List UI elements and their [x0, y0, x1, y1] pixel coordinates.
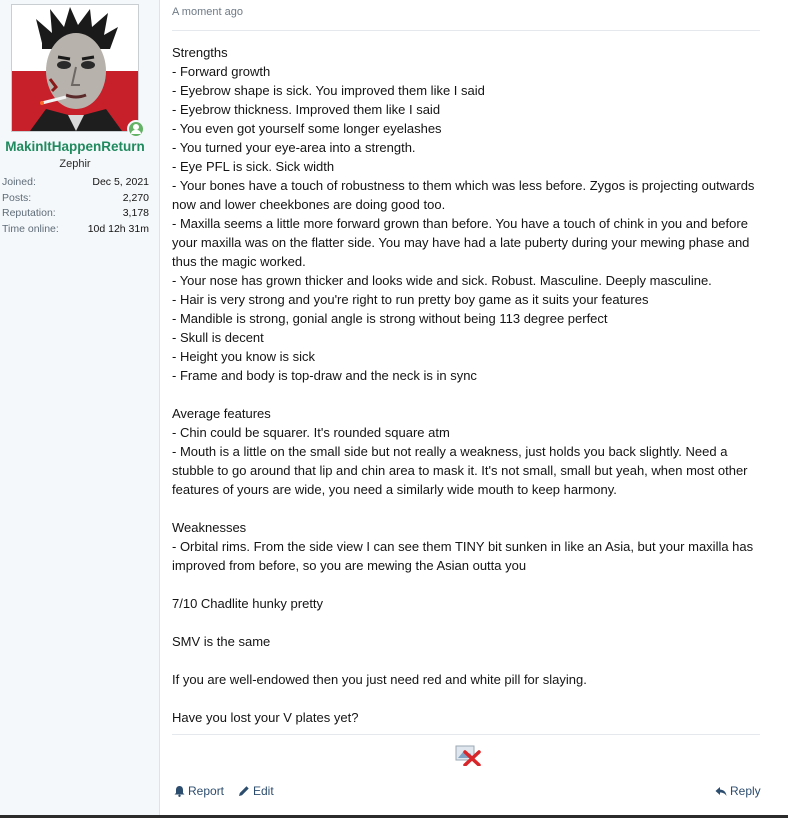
post-line: - Eye PFL is sick. Sick width — [172, 159, 335, 174]
bell-icon — [174, 785, 185, 797]
user-sidebar — [0, 0, 160, 818]
post-line: - Your bones have a touch of robustness to them which was less before. Zygos is projecting outwards now and lower cheekbones are doing good too. — [172, 178, 755, 212]
broken-image-icon — [455, 744, 481, 766]
paragraph-gap — [172, 689, 760, 708]
post-line: - Orbital rims. From the side view I can see them TINY bit sunken in like an Asia, but your maxilla has improved from before, so you are mewing the Asian outta you — [172, 539, 754, 573]
post-line: - Eyebrow shape is sick. You improved them like I said — [172, 83, 485, 98]
user-online-icon — [127, 120, 145, 138]
post-line: - Eyebrow thickness. Improved them like I said — [172, 102, 441, 117]
paragraph-gap — [172, 613, 760, 632]
stat-value: Dec 5, 2021 — [92, 176, 149, 188]
post-timestamp[interactable]: A moment ago — [172, 6, 243, 18]
post-body — [172, 43, 760, 727]
post-line: - Mouth is a little on the small side but not really a weakness, just holds you back slightly. Need a stubble to go around that lip and chin area to mask it. It's not small, small but yeah, when most other features of yours are wide, you need a similarly wide mouth to keep harmony. — [172, 444, 748, 497]
stat-label: Joined: — [2, 176, 36, 188]
avatar-image — [12, 5, 138, 131]
post-line: Have you lost your V plates yet? — [172, 710, 359, 725]
post-line: Weaknesses — [172, 520, 247, 535]
post-line: - You even got yourself some longer eyelashes — [172, 121, 442, 136]
post-line: - Mandible is strong, gonial angle is strong without being 113 degree perfect — [172, 311, 608, 326]
avatar[interactable] — [11, 4, 139, 132]
user-title: Zephir — [59, 158, 91, 170]
post-line: If you are well-endowed then you just need red and white pill for slaying. — [172, 672, 587, 687]
post-line: SMV is the same — [172, 634, 271, 649]
reply-label: Reply — [730, 784, 761, 798]
post-line: - You turned your eye-area into a strength. — [172, 140, 416, 155]
reply-icon — [715, 786, 727, 797]
post-line: - Chin could be squarer. It's rounded square atm — [172, 425, 450, 440]
stat-row-time-online — [2, 222, 149, 238]
post-line: - Hair is very strong and you're right to run pretty boy game as it suits your features — [172, 292, 649, 307]
report-label: Report — [188, 784, 225, 798]
paragraph-gap — [172, 499, 760, 518]
post-actions — [172, 784, 760, 802]
post-line: - Forward growth — [172, 64, 271, 79]
post-line: - Your nose has grown thicker and looks wide and sick. Robust. Masculine. Deeply masculine. — [172, 273, 712, 288]
divider — [172, 734, 760, 735]
stat-row-posts — [2, 191, 149, 207]
stat-label: Reputation: — [2, 207, 56, 219]
post-line: Average features — [172, 406, 271, 421]
stat-label: Time online: — [2, 222, 59, 235]
stat-label: Posts: — [2, 191, 32, 204]
username[interactable]: MakinItHappenReturn — [5, 139, 145, 154]
stat-value[interactable]: 2,270 — [122, 191, 149, 204]
pencil-icon — [238, 785, 250, 797]
post-line: Strengths — [172, 45, 228, 60]
paragraph-gap — [172, 385, 760, 404]
stat-value: 10d 12h 31m — [87, 222, 149, 235]
stat-row-joined — [2, 175, 149, 191]
post-main — [172, 0, 760, 818]
post-line: - Maxilla seems a little more forward grown than before. You have a touch of chink in you and before your maxilla was on the flatter side. You may have had a late puberty during your mewing phase and thus the magic worked. — [172, 216, 750, 269]
stat-value: 3,178 — [122, 207, 149, 219]
divider — [172, 30, 760, 31]
edit-button[interactable] — [238, 784, 274, 798]
avatar-wrapper — [11, 4, 139, 132]
edit-label: Edit — [253, 784, 274, 798]
paragraph-gap — [172, 575, 760, 594]
report-button[interactable] — [174, 784, 224, 798]
post-line: - Frame and body is top-draw and the neck is in sync — [172, 368, 477, 383]
post-line: - Skull is decent — [172, 330, 264, 345]
user-stats — [2, 175, 149, 237]
stat-row-reputation — [2, 206, 149, 222]
post-line: 7/10 Chadlite hunky pretty — [172, 596, 324, 611]
post-line: - Height you know is sick — [172, 349, 316, 364]
paragraph-gap — [172, 651, 760, 670]
reply-button[interactable] — [715, 784, 761, 798]
